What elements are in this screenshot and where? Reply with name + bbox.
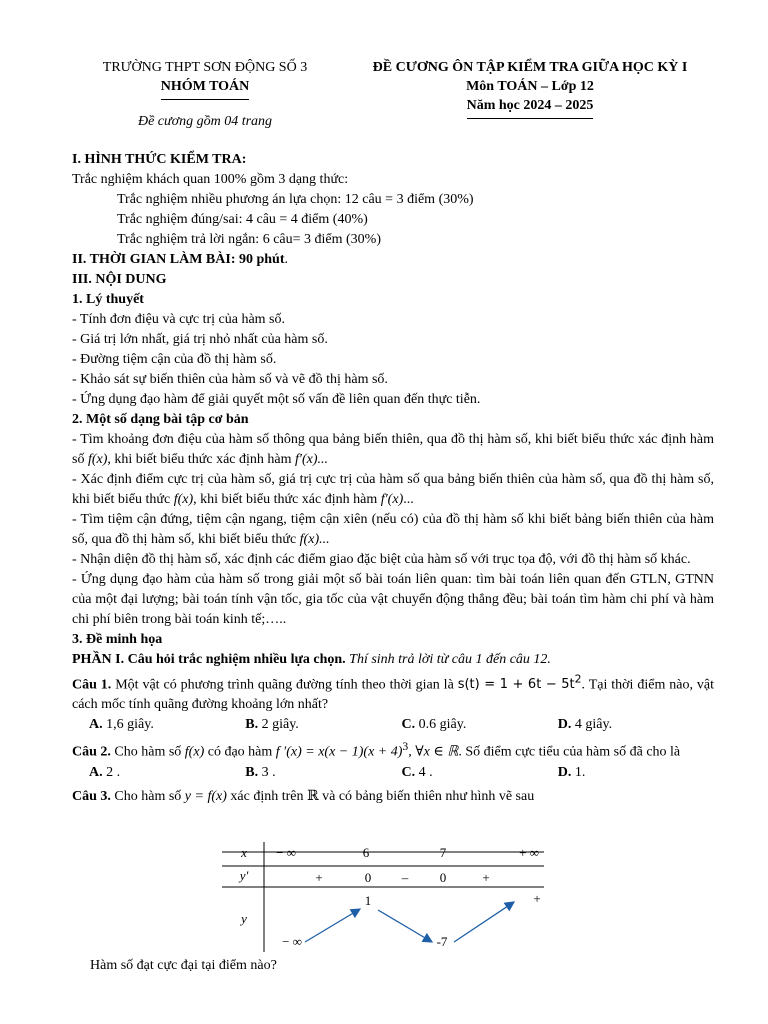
q3-question: Hàm số đạt cực đại tại điểm nào? <box>90 958 277 973</box>
option-b[interactable]: B. 3 . <box>245 764 276 780</box>
theory-item: - Tính đơn điệu và cực trị của hàm số. <box>72 312 286 327</box>
q2-options <box>72 763 714 783</box>
arrow-increase <box>305 909 360 942</box>
sample-heading: 3. Đề minh họa <box>72 632 163 647</box>
arrow-increase <box>454 902 514 942</box>
header-right <box>340 58 720 119</box>
question-1: Câu 1. Một vật có phương trình quãng đường tính theo thời gian là $s(t) = 1 + 6t - 5t^2$. Tại thời điểm nào, vật cách mốc tính quãng đường khoảng lớn nhất? <box>72 673 714 713</box>
theory-item: - Khảo sát sự biến thiên của hàm số và vẽ đồ thị hàm số. <box>72 372 388 387</box>
yprime-sign: 0 <box>439 870 447 885</box>
arrow-decrease <box>378 910 432 942</box>
theory-item: - Đường tiệm cận của đồ thị hàm số. <box>72 352 277 367</box>
part1-heading: PHẦN I. Câu hỏi trắc nghiệm nhiều lựa chọn. Thí sinh trả lời từ câu 1 đến câu 12. <box>72 652 551 667</box>
y-value: 1 <box>364 893 372 908</box>
theory-item: - Giá trị lớn nhất, giá trị nhỏ nhất của hàm số. <box>72 332 328 347</box>
variation-table <box>222 842 544 952</box>
theory-item: - Ứng dụng đạo hàm để giải quyết một số vấn đề liên quan đến thực tiễn. <box>72 392 481 407</box>
x-value: 7 <box>439 845 447 860</box>
format-item: Trắc nghiệm trả lời ngắn: 6 câu= 3 điểm (30%) <box>117 232 381 247</box>
row-label-yprime: y′ <box>239 868 249 883</box>
option-d[interactable]: D. 1. <box>557 764 586 780</box>
yprime-sign: + <box>315 870 323 885</box>
format-item: Trắc nghiệm nhiều phương án lựa chọn: 12 câu = 3 điểm (30%) <box>117 192 474 207</box>
group-name: NHÓM TOÁN <box>80 77 330 100</box>
question-2: Câu 2. Cho hàm số f(x) có đạo hàm f $'(x) = x(x - 1)(x + 4)^3$, ∀x ∈ ℝ. Số điểm cực tiểu của hàm số đã cho là <box>72 740 681 760</box>
y-value: + <box>533 891 541 906</box>
section2-heading: II. THỜI GIAN LÀM BÀI: 90 phút. <box>72 252 289 267</box>
y-value: − ∞ <box>282 934 302 949</box>
option-b[interactable]: B. 2 giây. <box>245 717 299 733</box>
q1-options <box>72 715 714 735</box>
section3-heading: III. NỘI DUNG <box>72 272 167 287</box>
option-d[interactable]: D. 4 giây. <box>557 717 613 733</box>
y-value: -7 <box>436 934 448 949</box>
yprime-sign: – <box>401 870 409 885</box>
option-a[interactable]: A. 1,6 giây. <box>89 717 154 733</box>
section1-heading: I. HÌNH THỨC KIỂM TRA: <box>72 152 247 167</box>
subject: Môn TOÁN – Lớp 12 <box>466 79 594 94</box>
section1-intro: Trắc nghiệm khách quan 100% gồm 3 dạng thức: <box>72 172 349 187</box>
question-3: Câu 3. Cho hàm số y = f(x) xác định trên ℝ và có bảng biến thiên như hình vẽ sau <box>72 788 535 804</box>
x-value: 6 <box>362 845 370 860</box>
yprime-sign: + <box>482 870 490 885</box>
document-body <box>72 150 714 807</box>
exercise-item: - Xác định điểm cực trị của hàm số, giá trị cực trị của hàm số qua bảng biến thiên của hàm số, qua đồ thị hàm số, khi biết biểu thức f(x), khi biết biểu thức xác định hàm f′(x)... <box>72 472 714 507</box>
document-title: ĐỀ CƯƠNG ÔN TẬP KIỂM TRA GIỮA HỌC KỲ I <box>372 60 688 75</box>
exercise-item: - Tìm tiệm cận đứng, tiệm cận ngang, tiệm cận xiên (nếu có) của đồ thị hàm số khi biết bảng biến thiên của hàm số, qua đồ thị hàm số, khi biết biểu thức f(x)... <box>72 512 714 547</box>
option-c[interactable]: C. 0.6 giây. <box>401 717 467 733</box>
exercise-item: - Tìm khoảng đơn điệu của hàm số thông qua bảng biến thiên, qua đồ thị hàm số, khi biết biểu thức xác định hàm số f(x), khi biết biểu thức xác định hàm f′(x)... <box>72 432 714 467</box>
yprime-sign: 0 <box>364 870 372 885</box>
x-value: − ∞ <box>276 845 296 860</box>
option-c[interactable]: C. 4 . <box>401 764 433 780</box>
school-year: Năm học 2024 – 2025 <box>340 96 720 119</box>
row-label-y: y <box>241 911 247 926</box>
theory-heading: 1. Lý thuyết <box>72 292 144 307</box>
format-item: Trắc nghiệm đúng/sai: 4 câu = 4 điểm (40%) <box>117 212 368 227</box>
q1-formula: $s(t) = 1 + 6t - 5t^2$ <box>457 673 582 693</box>
pages-note: Đề cương gồm 04 trang <box>137 114 273 129</box>
row-label-x: x <box>241 845 247 860</box>
x-value: + ∞ <box>519 845 539 860</box>
school-name: TRƯỜNG THPT SƠN ĐỘNG SỐ 3 <box>102 60 308 75</box>
header-left <box>80 58 330 100</box>
exercise-item: - Nhận diện đồ thị hàm số, xác định các điểm giao đặc biệt của hàm số với trục tọa độ, với đồ thị hàm số khác. <box>72 552 691 567</box>
exercise-item: - Ứng dụng đạo hàm của hàm số trong giải một số bài toán liên quan: tìm bài toán liên quan đến GTLN, GTNN của một đại lượng; bài toán tính vận tốc, gia tốc của vật chuyển động thẳng đều; bài toán tìm hàm chi phí và hàm chi phí biên trong bài toán kinh tế;….. <box>72 572 714 627</box>
exercise-heading: 2. Một số dạng bài tập cơ bản <box>72 412 249 427</box>
option-a[interactable]: A. 2 . <box>89 764 121 780</box>
